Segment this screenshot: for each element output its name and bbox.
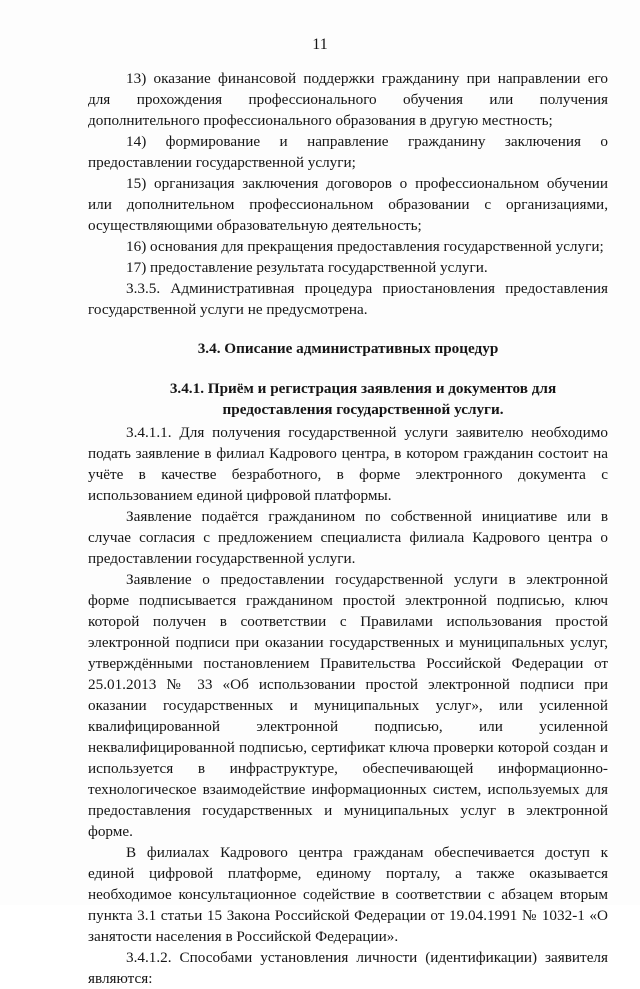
section-heading: 3.4. Описание административных процедур	[197, 340, 499, 357]
page-number: 11	[312, 36, 328, 53]
list-item-14: 14) формирование и направление гражданину заключения о предоставлении государственной услуги;	[88, 133, 608, 171]
paragraph-platform-access: В филиалах Кадрового центра гражданам обеспечивается доступ к единой цифровой платформе, единому порталу, а также оказывается необходимое консультационное содействие в соответствии с абзацем вторым пункта 3.1 статьи 15 Закона Российской Федерации от 19.04.1991 № 1032-1 «О занятости населения в Российской Федерации».	[88, 844, 608, 945]
list-item-15: 15) организация заключения договоров о профессиональном обучении или дополнительном профессиональном образовании с организациями, осуществляющими образовательную деятельность;	[88, 175, 608, 234]
list-item-16: 16) основания для прекращения предоставления государственной услуги;	[126, 238, 604, 255]
list-item-17: 17) предоставление результата государственной услуги.	[126, 259, 488, 276]
document-body	[88, 68, 608, 989]
paragraph-3-3-5: 3.3.5. Административная процедура приостановления предоставления государственной услуги не предусмотрена.	[88, 280, 608, 318]
subsection-heading: 3.4.1. Приём и регистрация заявления и документов для предоставления государственной услуги.	[169, 380, 557, 418]
paragraph-3-4-1-2: 3.4.1.2. Способами установления личности (идентификации) заявителя являются:	[88, 949, 608, 987]
list-item-13: 13) оказание финансовой поддержки гражданину при направлении его для прохождения профессионального обучения или получения дополнительного профессионального образования в другую местность;	[88, 70, 608, 129]
paragraph-3-4-1-1: 3.4.1.1. Для получения государственной услуги заявителю необходимо подать заявление в филиал Кадрового центра, в котором гражданин состоит на учёте в качестве безработного, в форме электронного документа с использованием единой цифровой платформы.	[88, 424, 608, 504]
paragraph-electronic-signature: Заявление о предоставлении государственной услуги в электронной форме подписывается гражданином простой электронной подписью, ключ которой получен в соответствии с Правилами использования простой электронной подписи при оказании государственных и муниципальных услуг, утверждёнными постановлением Правительства Российской Федерации от 25.01.2013 № 33 «Об использовании простой электронной подписи при оказании государственных и муниципальных услуг», или усиленной квалифицированной электронной подписью, или усиленной неквалифицированной подписью, сертификат ключа проверки которой создан и используется в инфраструктуре, обеспечивающей информационно-технологическое взаимодействие информационных систем, используемых для предоставления государственных и муниципальных услуг в электронной форме.	[88, 571, 608, 840]
paragraph-application-submission: Заявление подаётся гражданином по собственной инициативе или в случае согласия с предложением специалиста филиала Кадрового центра о предоставлении государственной услуги.	[88, 508, 608, 567]
